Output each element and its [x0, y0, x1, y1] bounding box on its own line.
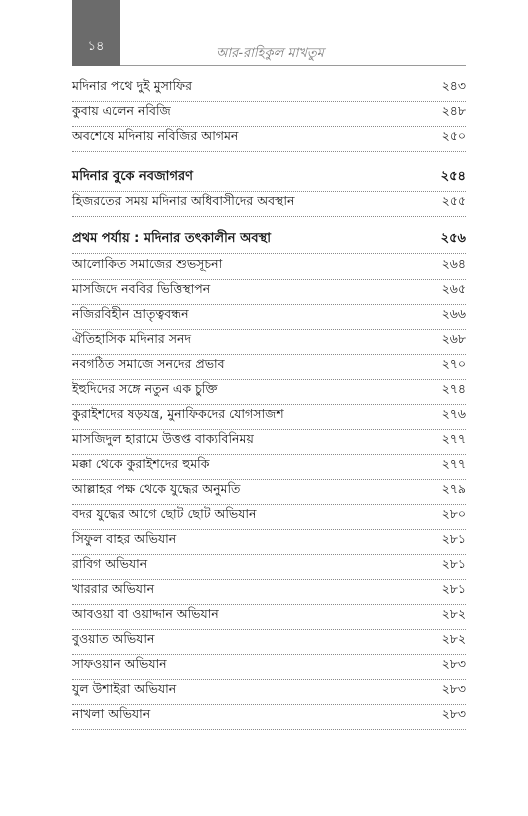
toc-entry-page: ২৮১	[441, 581, 466, 596]
toc-entry-title: নবগঠিত সমাজে সনদের প্রভাব	[72, 356, 225, 371]
toc-entry	[72, 356, 466, 380]
toc-entry	[72, 681, 466, 705]
toc-entry	[72, 103, 466, 127]
toc-entry	[72, 256, 466, 280]
toc-entry-title: কুবায় এলেন নবিজি	[72, 103, 171, 118]
page-number: ১৪	[87, 39, 105, 54]
toc-entry-page: ২৮২	[441, 631, 466, 646]
toc-entry-page: ২৮৩	[441, 656, 466, 671]
toc-entry-title: হিজরতের সময় মদিনার অধিবাসীদের অবস্থান	[72, 193, 295, 208]
toc-entry-title: প্রথম পর্যায় : মদিনার তৎকালীন অবস্থা	[72, 231, 271, 246]
toc-entry-title: সিফুল বাহর অভিযান	[72, 531, 177, 546]
toc-entry-page: ২৭৭	[441, 456, 466, 471]
toc-entry-page: ২৪৮	[441, 103, 466, 118]
header-rule	[120, 65, 466, 66]
toc-entry-title: অবশেষে মদিনায় নবিজির আগমন	[72, 128, 239, 143]
toc-entry-title: বদর যুদ্ধের আগে ছোট ছোট অভিযান	[72, 506, 257, 521]
toc-entry-title: আবওয়া বা ওয়াদ্দান অভিযান	[72, 606, 219, 621]
toc-entry-page: ২৬৫	[441, 281, 466, 296]
running-title: আর-রাহিকুল মাখতুম	[216, 46, 324, 61]
toc-entry	[72, 556, 466, 580]
toc-entry-title: মদিনার বুকে নবজাগরণ	[72, 169, 193, 184]
toc-entry-page: ২৮০	[441, 506, 466, 521]
toc-entry-page: ২৬৮	[441, 331, 466, 346]
toc-entry-page: ২৫৪	[440, 169, 466, 184]
toc-entry	[72, 128, 466, 152]
toc-entry-title: নজিরবিহীন ভ্রাতৃত্ববন্ধন	[72, 306, 189, 321]
toc-entry	[72, 78, 466, 102]
toc-entry	[72, 606, 466, 630]
toc-entry	[72, 631, 466, 655]
toc-entry-title: যুল উশাইরা অভিযান	[72, 681, 177, 696]
toc-entry-page: ২৭৬	[441, 406, 466, 421]
toc-entry-title: ইহুদিদের সঙ্গে নতুন এক চুক্তি	[72, 381, 218, 396]
toc-entry-title: নাখলা অভিযান	[72, 706, 151, 721]
toc-entry	[72, 281, 466, 305]
page-number-tab	[72, 0, 120, 66]
toc-entry-page: ২৬৬	[441, 306, 466, 321]
toc-entry	[72, 381, 466, 405]
toc-entry	[72, 456, 466, 480]
toc-entry-title: মক্কা থেকে কুরাইশদের হুমকি	[72, 456, 210, 471]
toc-entry	[72, 581, 466, 605]
toc-entry	[72, 481, 466, 505]
toc-entry	[72, 506, 466, 530]
toc-entry-page: ২৭৪	[441, 381, 466, 396]
toc-entry-title: মাসজিদে নববির ভিত্তিস্থাপন	[72, 281, 211, 296]
toc-entry-title: বুওয়াত অভিযান	[72, 631, 155, 646]
toc-entry-title: কুরাইশদের ষড়যন্ত্র, মুনাফিকদের যোগসাজশ	[72, 406, 284, 421]
toc-entry	[72, 531, 466, 555]
toc-entry	[72, 656, 466, 680]
toc-entry-page: ২৭৯	[441, 481, 466, 496]
toc-entry-page: ২৮৩	[441, 706, 466, 721]
toc-section-heading	[72, 231, 466, 254]
toc-entry	[72, 306, 466, 330]
toc-entry-page: ২৪৩	[441, 78, 466, 93]
toc-entry-page: ২৫০	[441, 128, 466, 143]
toc-entry-page: ২৮২	[441, 606, 466, 621]
toc-entry-page: ২৮৩	[441, 681, 466, 696]
toc-entry-title: আল্লাহর পক্ষ থেকে যুদ্ধের অনুমতি	[72, 481, 241, 496]
toc-entry-page: ২৭৭	[441, 431, 466, 446]
toc-section-heading	[72, 169, 466, 192]
toc-entry-title: আলোকিত সমাজের শুভসূচনা	[72, 256, 223, 271]
toc-entry-page: ২৭০	[441, 356, 466, 371]
toc-entry-page: ২৬৪	[441, 256, 466, 271]
toc-entry-title: রাবিগ অভিযান	[72, 556, 148, 571]
toc-entry-page: ২৫৬	[440, 231, 466, 246]
toc-entry-title: মদিনার পথে দুই মুসাফির	[72, 78, 193, 93]
toc-entry-page: ২৮১	[441, 556, 466, 571]
toc-entry-title: মাসজিদুল হারামে উত্তপ্ত বাক্যবিনিময়	[72, 431, 254, 446]
toc-entry	[72, 406, 466, 430]
toc-entry-title: খাররার অভিযান	[72, 581, 155, 596]
toc-entry	[72, 331, 466, 355]
toc-entry-page: ২৮১	[441, 531, 466, 546]
toc-entry	[72, 193, 466, 217]
toc-entry-page: ২৫৫	[441, 193, 466, 208]
toc-entry	[72, 706, 466, 730]
toc-entry-title: সাফওয়ান অভিযান	[72, 656, 167, 671]
toc-entry-title: ঐতিহাসিক মদিনার সনদ	[72, 331, 192, 346]
toc-entry	[72, 431, 466, 455]
